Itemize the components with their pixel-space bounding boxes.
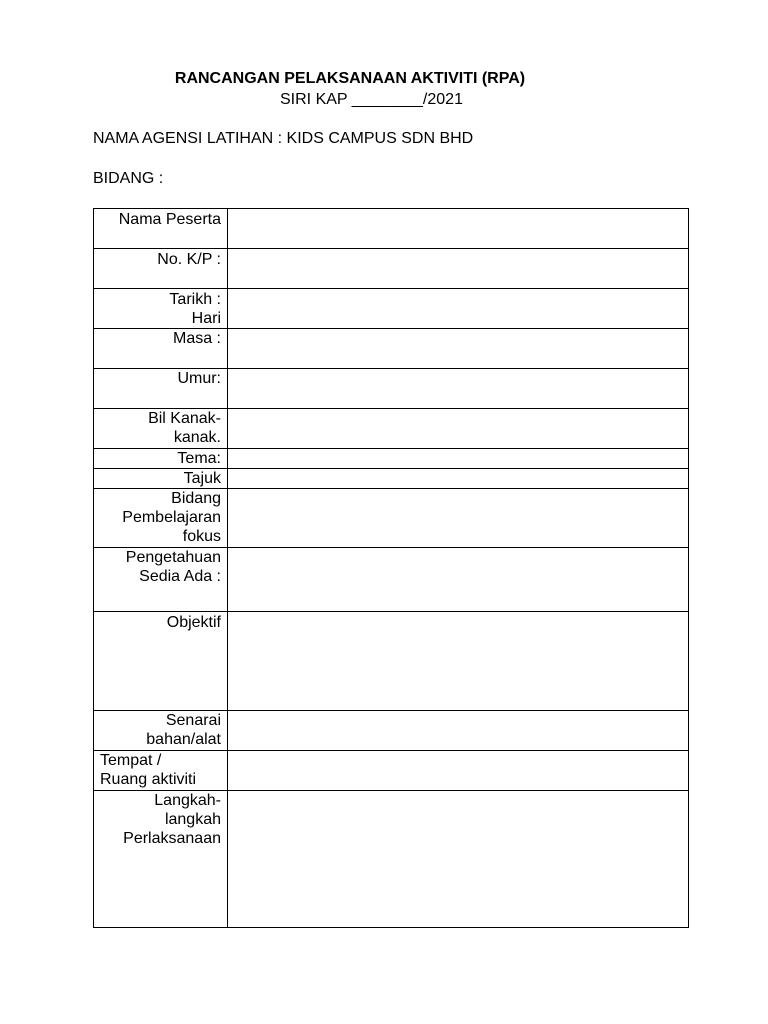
form-row-no-kp — [94, 249, 689, 289]
row-value-field[interactable] — [228, 449, 689, 469]
rpa-form-table — [93, 208, 689, 928]
row-value-field[interactable] — [228, 711, 689, 751]
row-value-field[interactable] — [228, 751, 689, 791]
row-label: Pengetahuan Sedia Ada : — [94, 548, 228, 612]
row-label: Bil Kanak- kanak. — [94, 409, 228, 449]
row-value-field[interactable] — [228, 289, 689, 329]
row-label: Senarai bahan/alat — [94, 711, 228, 751]
form-row-nama-peserta — [94, 209, 689, 249]
row-label: Langkah- langkah Perlaksanaan — [94, 791, 228, 928]
row-label: Tempat / Ruang aktiviti — [94, 751, 228, 791]
row-label: Bidang Pembelajaran fokus — [94, 489, 228, 548]
form-row-masa — [94, 329, 689, 369]
row-value-field[interactable] — [228, 209, 689, 249]
form-row-tempat-ruang — [94, 751, 689, 791]
row-label: Umur: — [94, 369, 228, 409]
row-value-field[interactable] — [228, 409, 689, 449]
row-value-field[interactable] — [228, 249, 689, 289]
row-value-field[interactable] — [228, 791, 689, 928]
row-value-field[interactable] — [228, 369, 689, 409]
document-title: RANCANGAN PELAKSANAAN AKTIVITI (RPA) — [174, 70, 526, 87]
row-label: Tarikh : Hari — [94, 289, 228, 329]
row-label: Tema: — [94, 449, 228, 469]
form-row-objektif — [94, 612, 689, 711]
series-subtitle: SIRI KAP ________/2021 — [280, 91, 463, 108]
row-label: Objektif — [94, 612, 228, 711]
form-row-langkah-perlaksanaan — [94, 791, 689, 928]
row-label: Nama Peserta — [94, 209, 228, 249]
row-value-field[interactable] — [228, 612, 689, 711]
row-label: Tajuk — [94, 469, 228, 489]
form-row-tajuk — [94, 469, 689, 489]
form-row-tema — [94, 449, 689, 469]
form-row-pengetahuan-sedia-ada — [94, 548, 689, 612]
form-row-tarikh-hari — [94, 289, 689, 329]
row-value-field[interactable] — [228, 469, 689, 489]
bidang-field-label: BIDANG : — [93, 170, 164, 187]
row-value-field[interactable] — [228, 489, 689, 548]
agency-line: NAMA AGENSI LATIHAN : KIDS CAMPUS SDN BHD — [93, 130, 474, 147]
form-row-umur — [94, 369, 689, 409]
form-row-senarai-bahan — [94, 711, 689, 751]
row-value-field[interactable] — [228, 548, 689, 612]
row-label: No. K/P : — [94, 249, 228, 289]
form-row-bidang-pembelajaran — [94, 489, 689, 548]
row-label: Masa : — [94, 329, 228, 369]
form-row-bil-kanak-kanak — [94, 409, 689, 449]
row-value-field[interactable] — [228, 329, 689, 369]
